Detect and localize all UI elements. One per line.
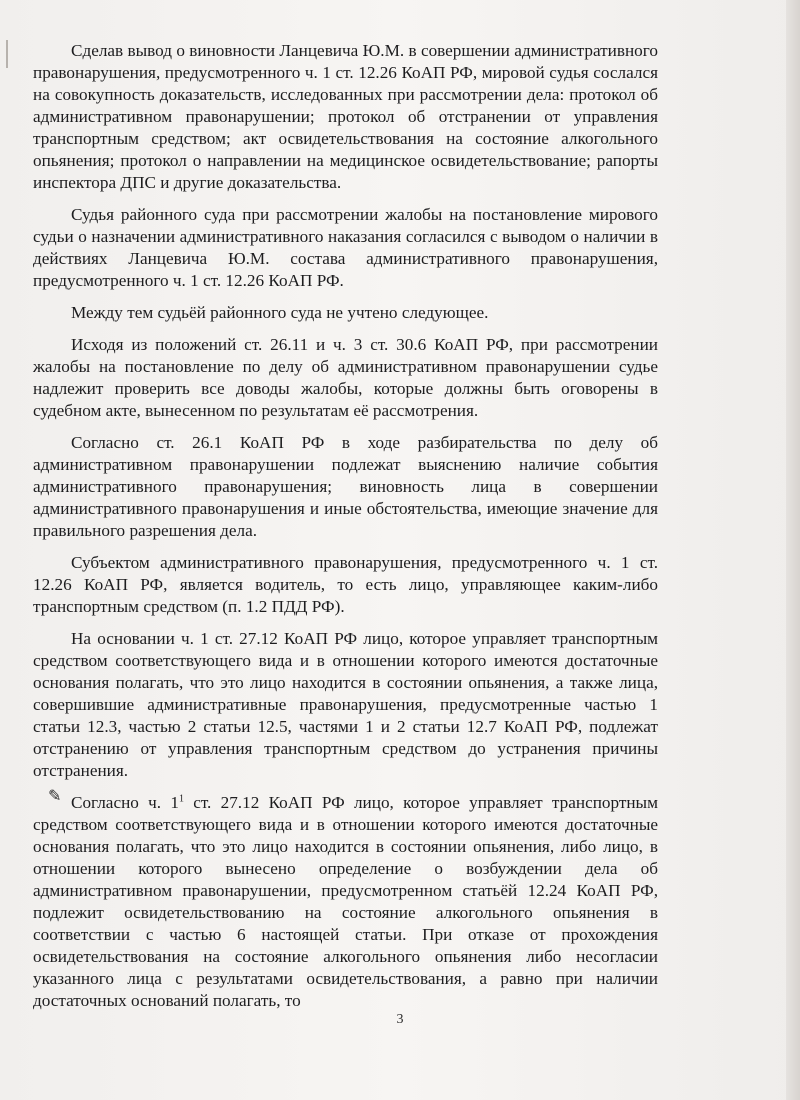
margin-mark [6,40,8,68]
paragraph-3: Между тем судьёй районного суда не учтено следующее. [71,303,489,322]
paragraph-2: Судья районного суда при рассмотрении жалобы на постановление мирового судьи о назначении административного наказания согласился с выводом о наличии в действиях Ланцевича Ю.М. состава административного правонарушения, предусмотренного ч. 1 ст. 12.26 КоАП РФ. [33,205,658,290]
superscript-marker: 1 [178,793,184,805]
document-text [33,40,658,1012]
paragraph-8 [33,792,658,1012]
handwritten-check-icon: ✎ [48,786,62,805]
paragraph-4: Исходя из положений ст. 26.11 и ч. 3 ст. 30.6 КоАП РФ, при рассмотрении жалобы на постановление по делу об административном правонарушении судье надлежит проверить все доводы жалобы, которые должны быть оговорены в судебном акте, вынесенном по результатам её рассмотрения. [33,335,658,420]
paragraph-1: Сделав вывод о виновности Ланцевича Ю.М. в совершении административного правонарушения, предусмотренного ч. 1 ст. 12.26 КоАП РФ, мировой судья сослался на совокупность доказательств, исследованных при рассмотрении дела: протокол об административном правонарушении; протокол об отстранении от управления транспортным средством; акт освидетельствования на состояние алкогольного опьянения; протокол о направлении на медицинское освидетельствование; рапорты инспектора ДПС и другие доказательства. [33,41,658,192]
paragraph-7: На основании ч. 1 ст. 27.12 КоАП РФ лицо, которое управляет транспортным средством соответствующего вида и в отношении которого имеются достаточные основания полагать, что это лицо находится в состоянии опьянения, а также лица, совершившие административные правонарушения, предусмотренные частью 1 статьи 12.3, частью 2 статьи 12.5, частями 1 и 2 статьи 12.7 КоАП РФ, подлежат отстранению от управления транспортным средством до устранения причины отстранения. [33,629,658,780]
page-number: 3 [396,1012,404,1027]
scan-edge [786,0,800,1100]
paragraph-8-rest: ст. 27.12 КоАП РФ лицо, которое управляет транспортным средством соответствующего вида и в отношении которого имеются достаточные основания полагать, что это лицо находится в состоянии опьянения, либо лицо, в отношении которого вынесено определение о возбуждении дела об административном правонарушении, предусмотренном статьёй 12.24 КоАП РФ, подлежит освидетельствованию на состояние алкогольного опьянения в соответствии с частью 6 настоящей статьи. При отказе от прохождения освидетельствования на состояние алкогольного опьянения либо несогласии указанного лица с результатами освидетельствования, а равно при наличии достаточных оснований полагать, то [33,793,658,1010]
paragraph-8-start: Согласно ч. 1 [71,793,179,812]
paragraph-6: Субъектом административного правонарушения, предусмотренного ч. 1 ст. 12.26 КоАП РФ, является водитель, то есть лицо, управляющее каким-либо транспортным средством (п. 1.2 ПДД РФ). [33,553,658,616]
paragraph-5: Согласно ст. 26.1 КоАП РФ в ходе разбирательства по делу об административном правонарушении подлежат выяснению наличие события административного правонарушения; виновность лица в совершении административного правонарушения и иные обстоятельства, имеющие значение для правильного разрешения дела. [33,433,658,540]
